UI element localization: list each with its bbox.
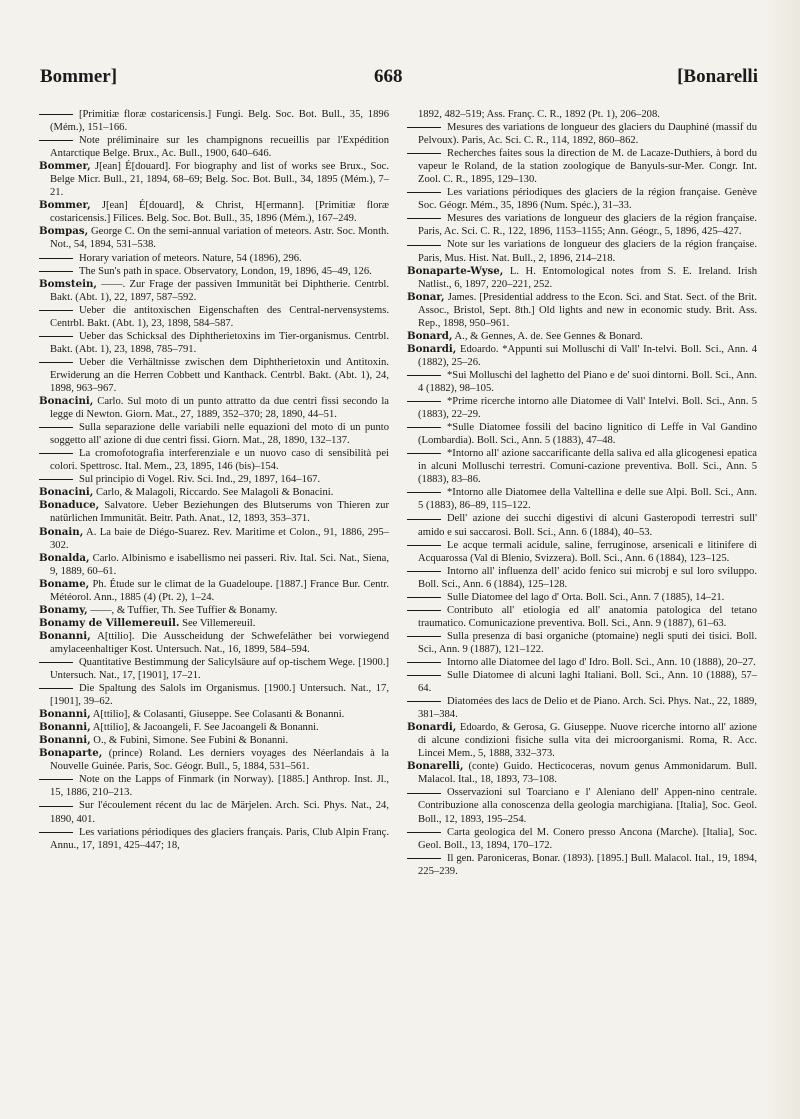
entry-author: Bonanni,: [39, 629, 91, 642]
entry-text: J[ean] É[douard], & Christ, H[ermann]. [Primitiæ floræ costaricensis.] Filices. Belg. Soc. Bot. Bull., 35, 1896 (Mém.), 167–249.: [50, 200, 389, 225]
bibliography-entry: [407, 760, 757, 786]
right-column: [407, 108, 757, 878]
entry-text: Note on the Lapps of Finmark (in Norway). [1885.] Anthrop. Inst. Jl., 15, 1886, 210–213.: [50, 774, 389, 799]
entry-text: L. H. Entomological notes from S. E. Ireland. Irish Natlist., 6, 1897, 220–221, 252.: [418, 265, 757, 290]
entry-text: Sulle Diatomee di alcuni laghi Italiani. Boll. Sci., Ann. 10 (1888), 57–64.: [418, 670, 757, 695]
entry-text: Sulla separazione delle variabili nelle equazioni del moto di un punto soggetto all' azione di due centri fissi. Giorn. Mat., 28, 1890, 132–137.: [50, 422, 389, 447]
entry-text: A[ttilio], & Colasanti, Giuseppe. See Colasanti & Bonanni.: [90, 709, 345, 721]
bibliography-entry: [39, 826, 389, 852]
entry-text: ——, & Tuffier, Th. See Tuffier & Bonamy.: [87, 604, 278, 616]
entry-text: Carlo. Sul moto di un punto attratto da due centri fissi secondo la legge di Newton. Giorn. Mat., 27, 1889, 352–370; 28, 1890, 44–51.: [50, 396, 389, 421]
bibliography-entry: [407, 212, 757, 238]
bibliography-entry: [39, 773, 389, 799]
entry-text: Ueber das Schicksal des Diphtherietoxins im Tier-organismus. Centrbl. Bakt. (Abt. 1), 23, 1898, 785–791.: [50, 330, 389, 355]
entry-text: Carta geologica del M. Conero presso Ancona (Marche). [Italia], Soc. Geol. Boll., 13, 1894, 170–172.: [418, 826, 757, 851]
bibliography-entry: [39, 630, 389, 656]
entry-author: Bomstein,: [39, 277, 97, 290]
entry-author: Bompas,: [39, 225, 89, 238]
bibliography-entry: [39, 134, 389, 160]
bibliography-entry: [407, 826, 757, 852]
bibliography-entry: [407, 369, 757, 395]
bibliography-entry: [407, 852, 757, 878]
entry-text: Ph. Étude sur le climat de la Guadeloupe. [1887.] France Bur. Centr. Météorol. Ann., 1885 (4) (Pt. 2), 1–24.: [50, 578, 389, 603]
entry-author: Bonain,: [39, 525, 84, 538]
entry-text: O., & Fubini, Simone. See Fubini & Bonanni.: [90, 735, 289, 747]
bibliography-entry: [39, 604, 389, 617]
entry-text: Sulle Diatomee del lago d' Orta. Boll. Sci., Ann. 7 (1885), 14–21.: [447, 591, 725, 603]
bibliography-entry: [39, 330, 389, 356]
entry-text: *Sulle Diatomee fossili del bacino lignitico di Leffe in Val Gandino (Lombardia). Boll. Sci., Ann. 5 (1883), 47–48.: [418, 422, 757, 447]
bibliography-entry: [407, 186, 757, 212]
page-number: 668: [374, 66, 403, 87]
entry-text: George C. On the semi-annual variation of meteors. Astr. Soc. Month. Not., 54, 1894, 531–538.: [50, 226, 389, 251]
entry-text: *Intorno alle Diatomee della Valtellina e delle sue Alpi. Boll. Sci., Ann. 5 (1883), 86–89, 115–122.: [418, 487, 757, 512]
page-edge-shadow: [766, 0, 800, 1119]
entry-author: Bonard,: [407, 329, 453, 342]
entry-text: Sulla presenza di basi organiche (ptomaine) negli sputi dei tisici. Boll. Sci., Ann. 9 (1887), 121–122.: [418, 630, 757, 655]
bibliography-entry: [407, 486, 757, 512]
bibliography-entry: [407, 604, 757, 630]
entry-text: Horary variation of meteors. Nature, 54 (1896), 296.: [79, 252, 302, 264]
entry-text: Carlo. Albinismo e isabellismo nei passeri. Riv. Ital. Sci. Nat., Siena, 9, 1889, 60–61.: [50, 552, 389, 577]
entry-text: The Sun's path in space. Observatory, London, 19, 1896, 45–49, 126.: [79, 265, 372, 277]
bibliography-entry: [407, 395, 757, 421]
bibliography-entry: [407, 343, 757, 369]
entry-text: Edoardo. *Appunti sui Molluschi di Vall' In-telvi. Boll. Sci., Ann. 4 (1882), 25–26.: [418, 343, 757, 368]
left-column: [39, 108, 389, 852]
header-right-guide-word: [Bonarelli: [677, 66, 758, 87]
bibliography-entry: [407, 512, 757, 538]
bibliography-entry: [39, 721, 389, 734]
entry-author: Bonarelli,: [407, 760, 464, 773]
bibliography-entry: [407, 147, 757, 186]
bibliography-entry: [39, 552, 389, 578]
entry-text: Dell' azione dei succhi digestivi di alcuni Gasteropodi terrestri sull' amido e sui saccarosi. Boll. Sci., Ann. 6 (1884), 40–53.: [418, 513, 757, 538]
entry-text: *Intorno all' azione saccarificante della saliva ed alla glicogenesi epatica in alcuni Molluschi terrestri. Comuni-cazione preventiva. Boll. Sci., Ann. 5 (1883), 83–86.: [418, 448, 757, 486]
entry-author: Bonacini,: [39, 395, 94, 408]
bibliography-entry: [39, 734, 389, 747]
entry-text: [Primitiæ floræ costaricensis.] Fungi. Belg. Soc. Bot. Bull., 35, 1896 (Mém.), 151–166.: [50, 109, 389, 134]
bibliography-entry: [407, 265, 757, 291]
entry-text: Mesures des variations de longueur des glaciers de la région française. Paris, Ac. Sci. C. R., 122, 1896, 1153–1155; Ann. Géogr., 5, 1896, 425–427.: [418, 213, 757, 238]
bibliography-entry: [39, 747, 389, 773]
entry-text: A[ttilio]. Die Ausscheidung der Schwefeläther bei vorwiegend amylaceenhaltiger Kost. Untersuch. Nat., 16, 1899, 584–594.: [50, 630, 389, 655]
entry-author: Bonanni,: [39, 721, 91, 734]
bibliography-entry: [39, 656, 389, 682]
entry-author: Bonacini,: [39, 486, 94, 499]
bibliography-entry: [39, 278, 389, 304]
bibliography-entry: [39, 265, 389, 278]
bibliography-entry: [39, 578, 389, 604]
entry-text: Note sur les variations de longueur des glaciers de la région française. Paris, Mus. Hist. Nat. Bull., 2, 1896, 214–218.: [418, 239, 757, 264]
entry-text: Recherches faites sous la direction de M. de Lacaze-Duthiers, à bord du vapeur le Roland, de la station zoologique de Banyuls-sur-Mer. Congr. Int. Zool. C. R., 1895, 129–130.: [418, 148, 757, 186]
bibliography-entry: [407, 630, 757, 656]
entry-text: Il gen. Paroniceras, Bonar. (1893). [1895.] Bull. Malacol. Ital., 19, 1894, 225–239.: [418, 852, 757, 877]
entry-author: Bommer,: [39, 160, 91, 173]
bibliography-entry: [39, 499, 389, 525]
entry-text: Sul principio di Vogel. Riv. Sci. Ind., 29, 1897, 164–167.: [79, 474, 321, 486]
bibliography-entry: [39, 225, 389, 251]
entry-text: 1892, 482–519; Ass. Franç. C. R., 1892 (Pt. 1), 206–208.: [418, 109, 660, 120]
entry-text: See Villemereuil.: [179, 617, 256, 629]
bibliography-entry: [39, 617, 389, 630]
entry-text: Les variations périodiques des glaciers français. Paris, Club Alpin Franç. Annu., 17, 1891, 425–447; 18,: [50, 826, 389, 851]
bibliography-entry: [39, 395, 389, 421]
entry-text: A. La baie de Diégo-Suarez. Rev. Maritime et Colon., 91, 1886, 295–302.: [50, 526, 389, 551]
bibliography-entry: [407, 539, 757, 565]
entry-text: Die Spaltung des Salols im Organismus. [1900.] Untersuch. Nat., 17, [1901], 39–62.: [50, 683, 389, 708]
entry-text: Mesures des variations de longueur des glaciers du Dauphiné (massif du Pelvoux). Paris, Ac. Sci. C. R., 114, 1892, 860–862.: [418, 122, 757, 147]
entry-author: Bonaparte,: [39, 747, 103, 760]
bibliography-entry: [407, 121, 757, 147]
entry-text: Quantitative Bestimmung der Salicylsäure auf op-tischem Wege. [1900.] Untersuch. Nat., 17, [1901], 17–21.: [50, 656, 389, 682]
entry-author: Bonardi,: [407, 721, 457, 734]
entry-text: Osservazioni sul Toarciano e l' Aleniano dell' Appen-nino centrale. Contribuzione alla conoscenza della geologia marchigiana. [Italia], Soc. Geol. Boll., 12, 1893, 195–254.: [418, 787, 757, 825]
entry-text: Intorno alle Diatomee del lago d' Idro. Boll. Sci., Ann. 10 (1888), 20–27.: [447, 656, 756, 668]
entry-text: ——. Zur Frage der passiven Immunität bei Diphtherie. Centrbl. Bakt. (Abt. 1), 22, 1897, 587–592.: [50, 278, 389, 303]
entry-text: Edoardo, & Gerosa, G. Giuseppe. Nuove ricerche intorno all' azione di alcune condizioni fisiche sulla vita dei microorganismi. Roma, R. Acc. Lincei Mem., 5, 1888, 332–373.: [418, 722, 757, 760]
entry-author: Bonardi,: [407, 342, 457, 355]
bibliography-entry: [39, 160, 389, 199]
bibliography-entry: [407, 447, 757, 486]
bibliography-entry: [39, 526, 389, 552]
header-left-guide-word: Bommer]: [40, 66, 118, 87]
entry-author: Bonaduce,: [39, 499, 100, 512]
bibliography-entry: [39, 486, 389, 499]
bibliography-entry: [39, 799, 389, 825]
bibliography-entry: [407, 565, 757, 591]
bibliography-entry: [39, 473, 389, 486]
entry-text: Salvatore. Ueber Beziehungen des Blutserums von Thieren zur natürlichen Immunität. Beitr. Path. Anat., 12, 1893, 353–371.: [50, 500, 389, 525]
bibliography-entry: [407, 291, 757, 330]
page-header: [0, 66, 800, 92]
bibliography-entry: [407, 330, 757, 343]
entry-text: J[ean] É[douard]. For biography and list of works see Brux., Soc. Belge Micr. Bull., 21, 1894, 68–69; Belg. Soc. Bot. Bull., 34, 1895 (Mém.), 7–21.: [50, 161, 389, 199]
entry-text: Les variations périodiques des glaciers de la région française. Genève Soc. Géogr. Mém., 35, 1896 (Num. Spéc.), 31–33.: [418, 187, 757, 212]
entry-text: Intorno all' influenza dell' acido fenico sui microbj e sul loro sviluppo. Boll. Sci., Ann. 6 (1884), 125–128.: [418, 565, 757, 590]
entry-text: A., & Gennes, A. de. See Gennes & Bonard.: [452, 330, 643, 342]
entry-author: Bonanni,: [39, 708, 91, 721]
bibliography-entry: [39, 682, 389, 708]
entry-text: Sur l'écoulement récent du lac de Märjelen. Arch. Sci. Phys. Nat., 24, 1890, 401.: [50, 800, 389, 825]
entry-text: La cromofotografia interferenziale e un nuovo caso di sensibilità pei colori. Spettrosc. Ital. Mem., 23, 1895, 146 (bis)–154.: [50, 448, 389, 473]
entry-text: *Sui Molluschi del laghetto del Piano e de' suoi dintorni. Boll. Sci., Ann. 4 (1882), 98–105.: [418, 369, 757, 394]
bibliography-entry: [39, 108, 389, 134]
entry-author: Bonanni,: [39, 734, 91, 747]
entry-text: A[ttilio], & Jacoangeli, F. See Jacoangeli & Bonanni.: [90, 722, 319, 734]
bibliography-entry: [407, 421, 757, 447]
bibliography-entry: [407, 591, 757, 604]
entry-text: James. [Presidential address to the Econ. Sci. and Stat. Sect. of the Brit. Assoc., Bristol, Sept. 8th.] Old lights and new in economic study. Brit. Ass. Rep., 1898, 950–961.: [418, 291, 757, 329]
bibliography-entry: [407, 695, 757, 721]
entry-author: Bonaparte-Wyse,: [407, 264, 504, 277]
entry-text: Diatomées des lacs de Delio et de Piano. Arch. Sci. Phys. Nat., 22, 1889, 381–384.: [418, 696, 757, 721]
entry-author: Bonar,: [407, 290, 445, 303]
entry-text: Note préliminaire sur les champignons recueillis par l'Expédition Antarctique Belge. Brux., Ac. Bull., 1900, 640–646.: [50, 135, 389, 160]
bibliography-entry: [39, 708, 389, 721]
bibliography-entry: [407, 656, 757, 669]
entry-text: Carlo, & Malagoli, Riccardo. See Malagoli & Bonacini.: [93, 487, 334, 499]
entry-author: Boname,: [39, 577, 90, 590]
entry-text: Ueber die antitoxischen Eigenschaften des Central-nervensystems. Centrbl. Bakt. (Abt. 1), 23, 1898, 584–587.: [50, 304, 389, 329]
bibliography-entry: [39, 252, 389, 265]
entry-author: Bonamy de Villemereuil.: [39, 616, 180, 629]
entry-author: Bommer,: [39, 199, 91, 212]
entry-text: Contributo all' etiologia ed all' anatomia patologica del tetano traumatico. Comunicazione preventiva. Boll. Sci., Ann. 9 (1887), 61–63.: [418, 604, 757, 629]
bibliography-entry: [39, 421, 389, 447]
bibliography-entry: [407, 786, 757, 825]
bibliography-entry: [407, 238, 757, 264]
entry-author: Bonalda,: [39, 551, 90, 564]
bibliography-entry: [407, 669, 757, 695]
entry-text: *Prime ricerche intorno alle Diatomee di Vall' Intelvi. Boll. Sci., Ann. 5 (1883), 22–29.: [418, 396, 757, 421]
entry-author: Bonamy,: [39, 603, 88, 616]
entry-text: Le acque termali acidule, saline, ferruginose, arsenicali e litinifere di Acquarossa (Val di Blenio, Svizzera). Boll. Sci., Ann. 6 (1884), 123–125.: [418, 539, 757, 564]
bibliography-entry: [39, 304, 389, 330]
entry-text: Ueber die Verhältnisse zwischen dem Diphtherietoxin und Antitoxin. Erwiderung an die Herren Cobbett und Kanthack. Centrbl. Bakt. (Abt. 1), 24, 1898, 963–967.: [50, 356, 389, 394]
bibliography-entry: [39, 199, 389, 225]
bibliography-entry: [407, 108, 757, 121]
entry-text: (conte) Guido. Hecticoceras, novum genus Ammonidarum. Bull. Malacol. Ital., 18, 1893, 73–108.: [418, 761, 757, 786]
entry-text: (prince) Roland. Les derniers voyages des Néerlandais à la Nouvelle Guinée. Paris, Soc. Géogr. Bull., 5, 1884, 531–561.: [50, 748, 389, 773]
bibliography-entry: [39, 447, 389, 473]
bibliography-entry: [407, 721, 757, 760]
bibliography-entry: [39, 356, 389, 395]
